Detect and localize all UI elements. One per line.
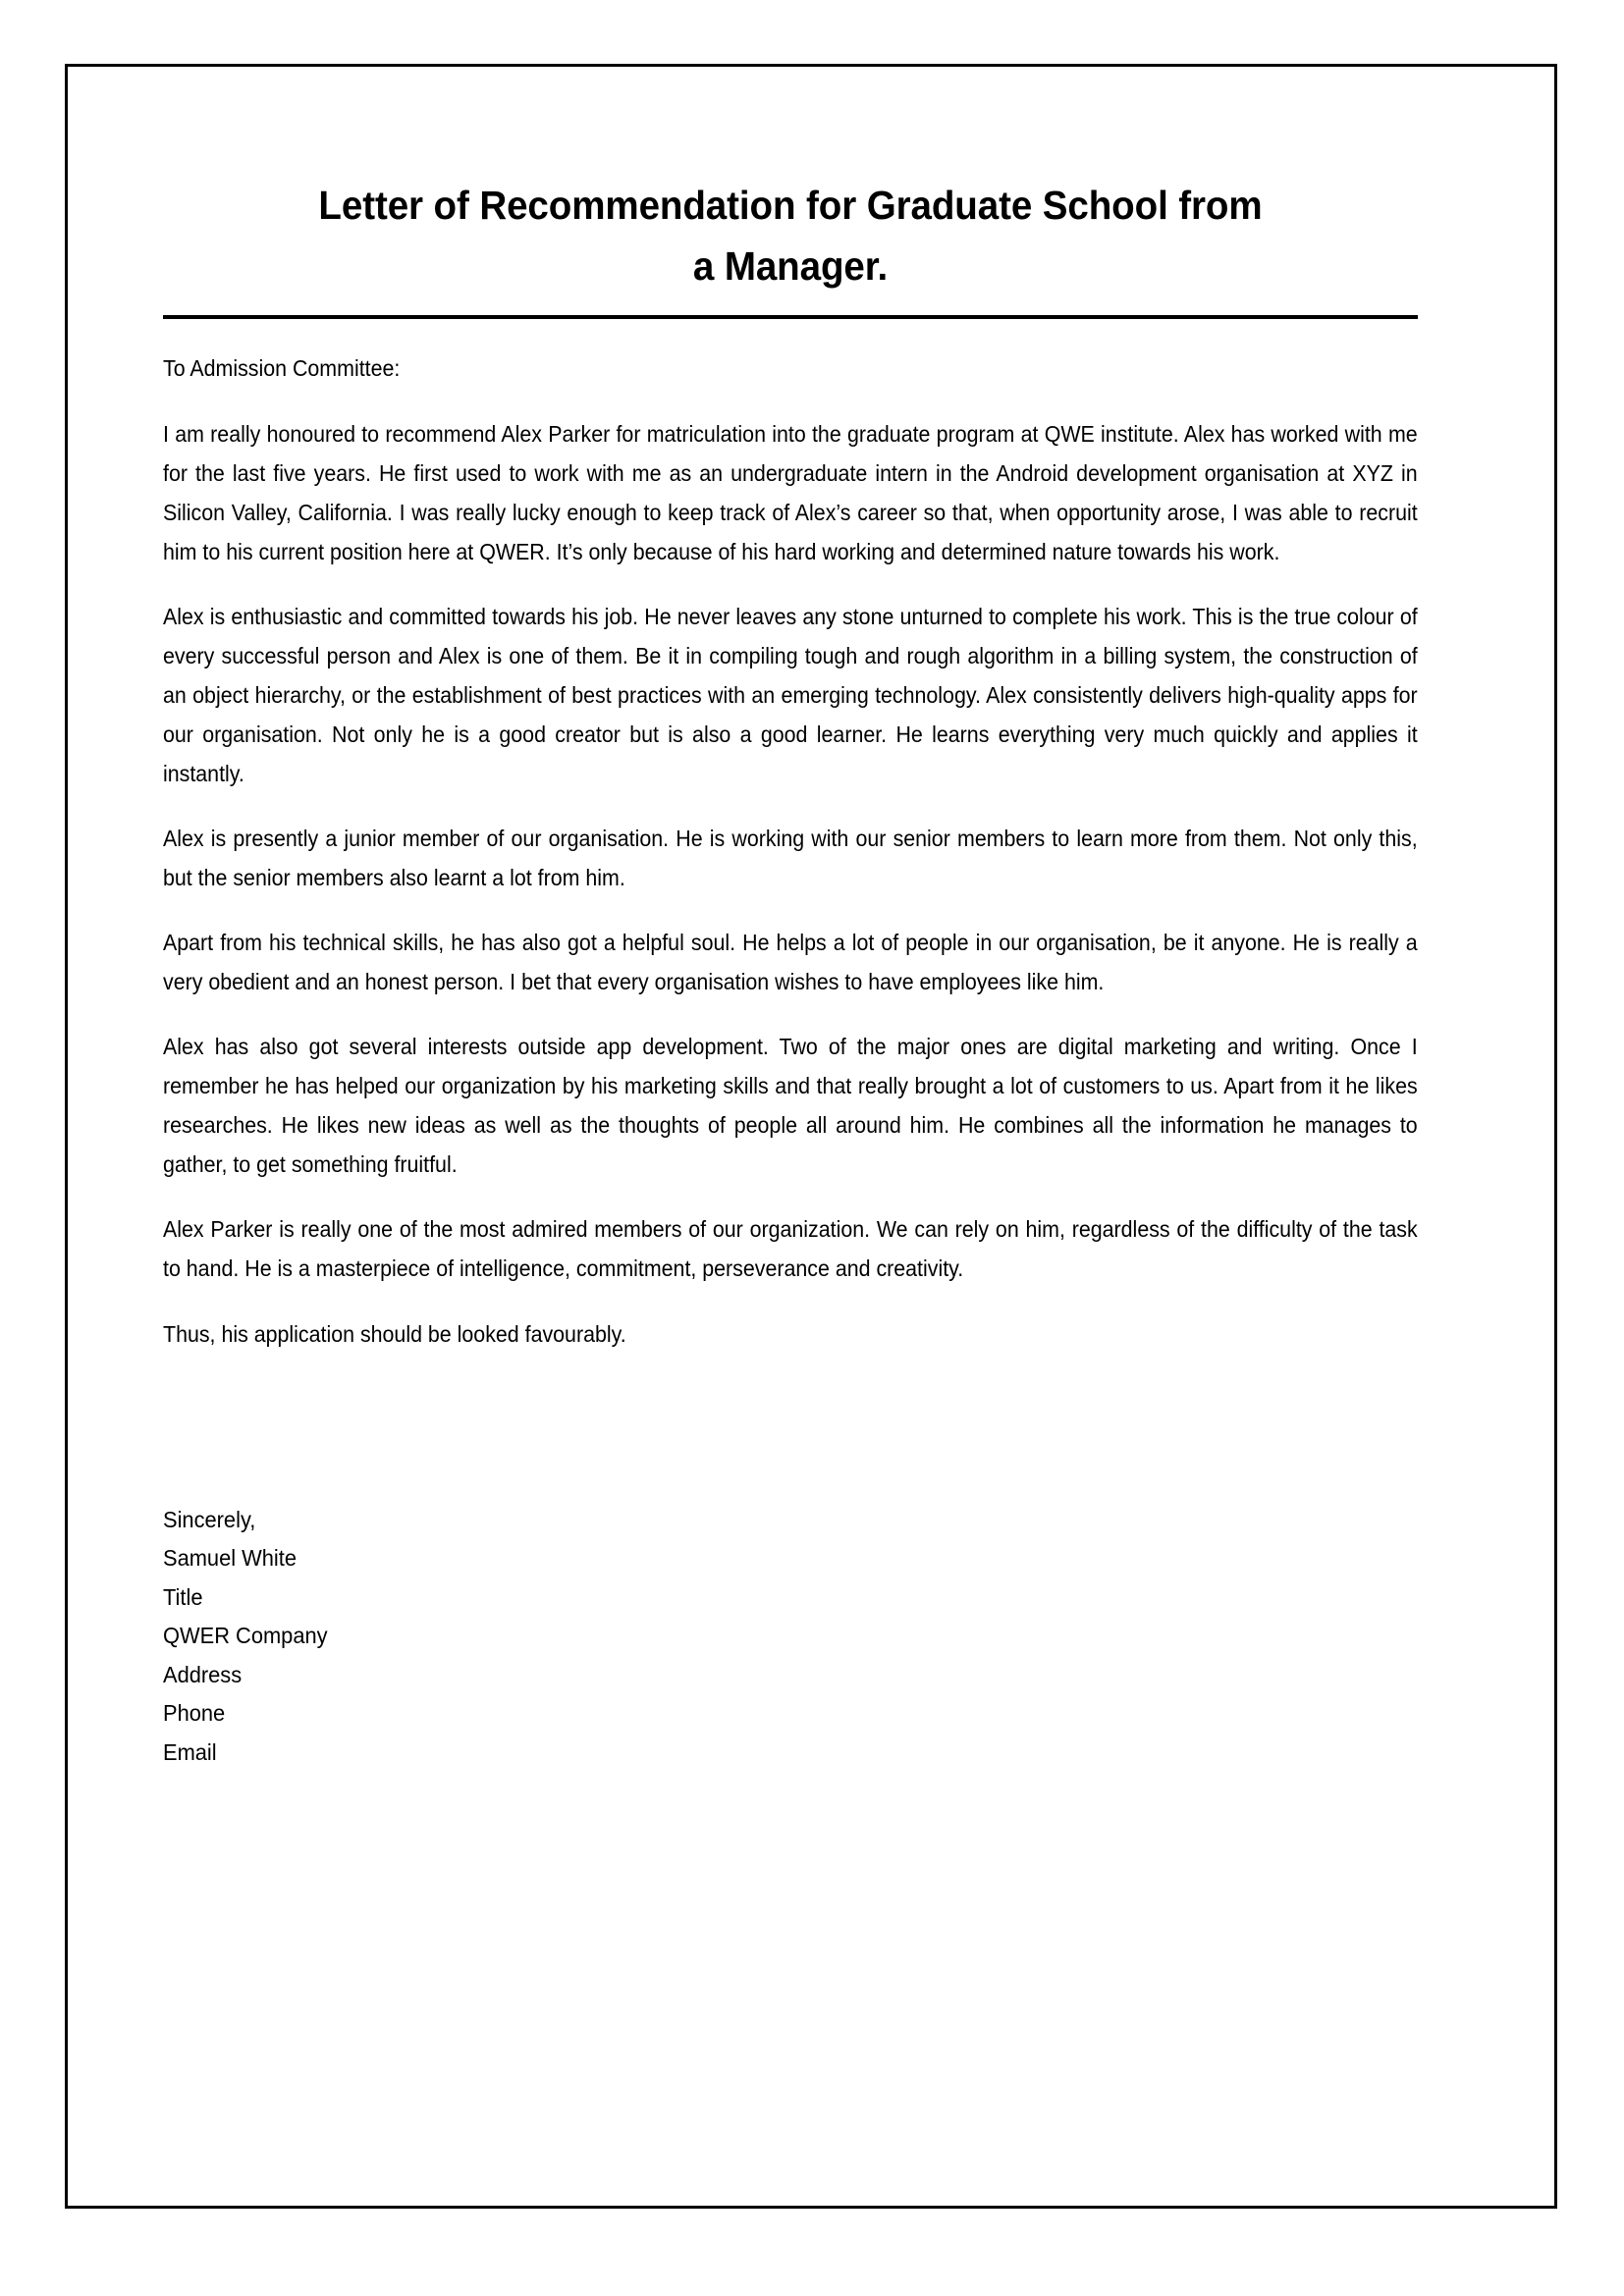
signature-block xyxy=(163,1501,1418,1773)
signature-address: Address xyxy=(163,1661,243,1687)
letter-body xyxy=(163,352,1418,1354)
body-paragraph-4: Apart from his technical skills, he has also got a helpful soul. He helps a lot of people in our organisation, be it anyone. He is really a very obedient and an honest person. I bet that every organisation wishes to have employees like him. xyxy=(163,930,1418,995)
body-paragraph-1: I am really honoured to recommend Alex Parker for matriculation into the graduate program at QWE institute. Alex has worked with me for the last five years. He first used to work with me as an undergraduate intern in the Android development organisation at XYZ in Silicon Valley, California. I was really lucky enough to keep track of Alex’s career so that, when opportunity arose, I was able to recruit him to his current position here at QWER. It’s only because of his hard working and determined nature towards his work. xyxy=(163,421,1418,565)
title-divider xyxy=(163,315,1418,319)
signature-company: QWER Company xyxy=(163,1623,328,1649)
body-paragraph-7: Thus, his application should be looked favourably. xyxy=(163,1320,626,1347)
signature-phone: Phone xyxy=(163,1700,226,1727)
body-paragraph-3: Alex is presently a junior member of our organisation. He is working with our senior members to learn more from them. Not only this, but the senior members also learnt a lot from him. xyxy=(163,826,1418,891)
body-paragraph-2: Alex is enthusiastic and committed towards his job. He never leaves any stone unturned to complete his work. This is the true colour of every successful person and Alex is one of them. Be it in compiling tough and rough algorithm in a billing system, the construction of an object hierarchy, or the establishment of best practices with an emerging technology. Alex consistently delivers high-quality apps for our organisation. Not only he is a good creator but is also a good learner. He learns everything very much quickly and applies it instantly. xyxy=(163,604,1418,787)
body-paragraph-5: Alex has also got several interests outside app development. Two of the major ones are digital marketing and writing. Once I remember he has helped our organization by his marketing skills and that really brought a lot of customers to us. Apart from it he likes researches. He likes new ideas as well as the thoughts of people all around him. He combines all the information he manages to gather, to get something fruitful. xyxy=(163,1034,1418,1178)
body-paragraph-6: Alex Parker is really one of the most admired members of our organization. We can rely on him, regardless of the difficulty of the task to hand. He is a masterpiece of intelligence, commitment, perseverance and creativity. xyxy=(163,1216,1418,1282)
page-title-line-2: a Manager. xyxy=(692,243,889,290)
document-page xyxy=(65,64,1557,2209)
signature-email: Email xyxy=(163,1738,217,1765)
page-title-line-1: Letter of Recommendation for Graduate School from xyxy=(318,183,1263,228)
signature-title: Title xyxy=(163,1583,203,1610)
document-content xyxy=(163,175,1418,1772)
signature-name: Samuel White xyxy=(163,1545,298,1572)
page-title xyxy=(200,175,1380,297)
salutation: To Admission Committee: xyxy=(163,354,401,381)
signature-closing: Sincerely, xyxy=(163,1506,256,1532)
